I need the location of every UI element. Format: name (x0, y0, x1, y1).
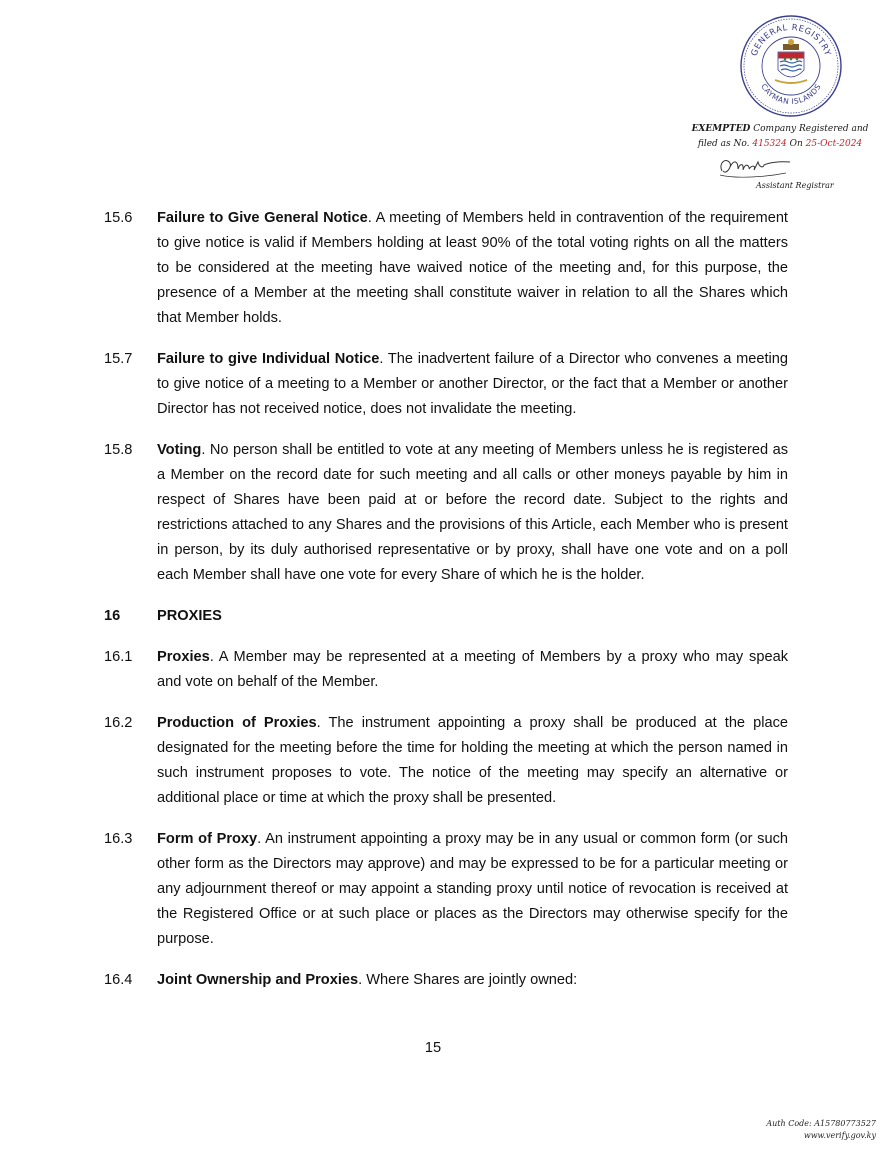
signatory-title: Assistant Registrar (756, 181, 834, 190)
seal-top-text: GENERAL REGISTRY (749, 22, 833, 58)
svg-text:CAYMAN ISLANDS (759, 82, 823, 106)
clause-16-3 (104, 827, 788, 952)
clause-number: 16.3 (104, 831, 133, 847)
clause-text: . A Member may be represented at a meeting of Members by a proxy who may speak and vote on behalf of the Member. (157, 649, 788, 690)
clause-text: . The instrument appointing a proxy shall be produced at the place designated for the meeting before the time for holding the meeting at which the person named in such instrument proposes to vote. The notice of the meeting may specify an alternative or additional place or time at which the proxy shall be presented. (157, 715, 788, 806)
registration-stamp (690, 122, 870, 152)
clause-title: Proxies (157, 649, 210, 665)
registrar-signature-icon (716, 153, 792, 181)
document-body (104, 206, 788, 1009)
on-text: On (789, 139, 803, 149)
clause-number: 15.7 (104, 351, 133, 367)
registered-text: Company Registered and (753, 124, 869, 134)
filing-number: 415324 (752, 139, 787, 149)
clause-number: 15.6 (104, 210, 133, 226)
clause-number: 15.8 (104, 442, 133, 458)
clause-title: Production of Proxies (157, 715, 317, 731)
clause-15-7 (104, 347, 788, 422)
company-type: EXEMPTED (691, 124, 751, 134)
verification-footer (766, 1118, 876, 1142)
seal-bottom-text: CAYMAN ISLANDS (759, 82, 823, 107)
clause-title: Joint Ownership and Proxies (157, 972, 359, 988)
section-number: 16 (104, 608, 121, 624)
clause-16-4 (104, 968, 788, 993)
registry-seal-icon (739, 14, 843, 118)
page-number: 15 (424, 1040, 442, 1056)
filing-date: 25-Oct-2024 (805, 139, 863, 149)
section-title: PROXIES (157, 608, 222, 624)
clause-16-1 (104, 645, 788, 695)
clause-title: Voting (157, 442, 202, 458)
filed-prefix: filed as No. (697, 139, 750, 149)
section-heading (104, 604, 788, 629)
clause-15-6 (104, 206, 788, 331)
clause-text: . An instrument appointing a proxy may be in any usual or common form (or such other form as the Directors may approve) and may be expressed to be for a particular meeting or any adjournment thereof or may appoint a standing proxy until notice of revocation is received at the Registered Office or at such place or places as the Directors may otherwise specify for the purpose. (157, 831, 788, 947)
clause-15-8 (104, 438, 788, 588)
clause-16-2 (104, 711, 788, 811)
clause-text: . The inadvertent failure of a Director who convenes a meeting to give notice of a meeting to a Member or another Director, or the fact that a Member or another Director has not received notice, does not invalidate the meeting. (157, 351, 788, 417)
clause-number: 16.1 (104, 649, 133, 665)
clause-text: . Where Shares are jointly owned: (358, 972, 578, 988)
clause-title: Failure to give Individual Notice (157, 351, 380, 367)
auth-code: Auth Code: A15780773527 (766, 1119, 876, 1128)
clause-number: 16.2 (104, 715, 133, 731)
clause-text: . No person shall be entitled to vote at any meeting of Members unless he is registered as a Member on the record date for such meeting and all calls or other moneys payable by him in respect of Shares have been paid at or before the record date. Subject to the rights and restrictions attached to any Shares and the provisions of this Article, each Member who is present in person, by its duly authorised representative or by proxy, shall have one vote and on a poll each Member shall have one vote for every Share of which he is the holder. (157, 442, 788, 583)
clause-title: Form of Proxy (157, 831, 258, 847)
verify-website: www.verify.gov.ky (803, 1131, 876, 1140)
clause-text: . A meeting of Members held in contravention of the requirement to give notice is valid if Members holding at least 90% of the total voting rights on all the matters to be considered at the meeting have waived notice of the meeting and, for this purpose, the presence of a Member at the meeting shall constitute waiver in relation to all the Shares which that Member holds. (157, 210, 788, 326)
clause-number: 16.4 (104, 972, 133, 988)
clause-title: Failure to Give General Notice (157, 210, 368, 226)
